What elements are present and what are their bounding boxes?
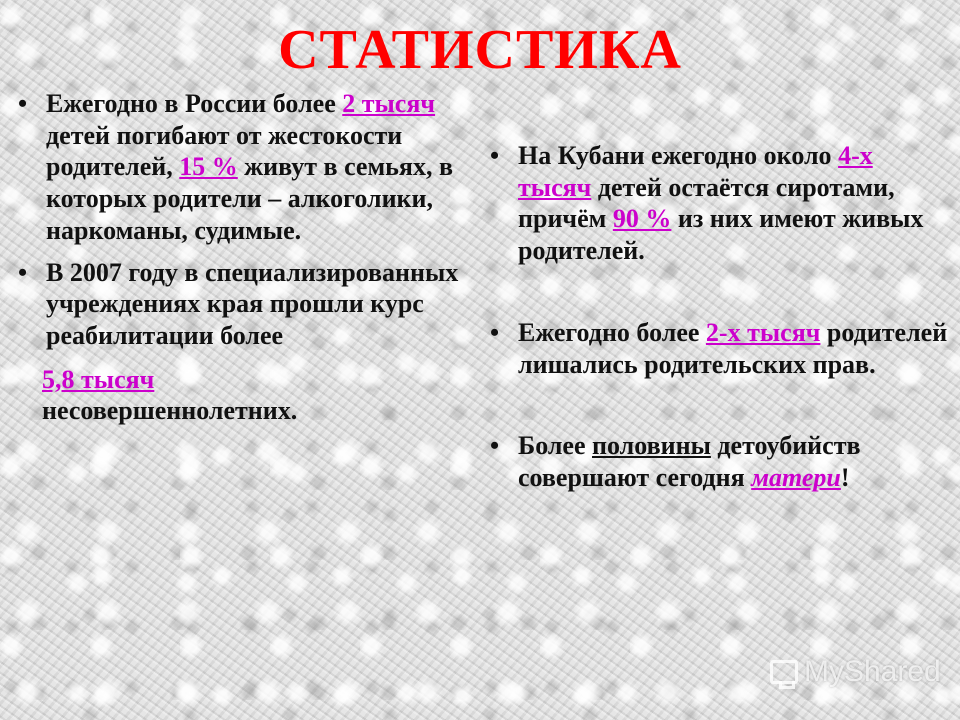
list-item-continuation: 5,8 тысяч несовершеннолетних. (42, 364, 298, 426)
highlighted-value: 90 % (612, 204, 672, 234)
right-column (486, 140, 951, 494)
watermark-text: MyShared (804, 655, 941, 688)
highlighted-value: 2 тысяч (342, 89, 436, 118)
highlighted-value: 2-х тысяч (705, 317, 821, 347)
list-item: • В 2007 году в специализированных учреждениях края прошли курс реабилитации более (14, 257, 469, 352)
list-item: • Более половины детоубийств совершают сегодня матери! (486, 430, 951, 493)
highlighted-value: 4-х тысяч (518, 141, 873, 202)
highlighted-value: 5,8 тысяч (42, 364, 155, 394)
highlighted-value: 15 % (179, 152, 238, 182)
mys-icon (770, 660, 798, 684)
page-title: СТАТИСТИКА (278, 19, 682, 81)
list-item: • На Кубани ежегодно около 4-х тысяч детей остаётся сиротами, причём 90 % из них имеют живых родителей. (486, 140, 951, 267)
watermark (770, 655, 941, 689)
underlined-text: половины (592, 431, 711, 461)
list-item: • Ежегодно в России более 2 тысяч детей погибают от жестокости родителей, 15 % живут в семьях, в которых родители – алкоголики, наркоманы, судимые. (14, 88, 469, 247)
highlighted-value: матери (751, 463, 841, 493)
list-item: • Ежегодно более 2-х тысяч родителей лишались родительских прав. (486, 317, 951, 380)
left-column (14, 88, 469, 427)
